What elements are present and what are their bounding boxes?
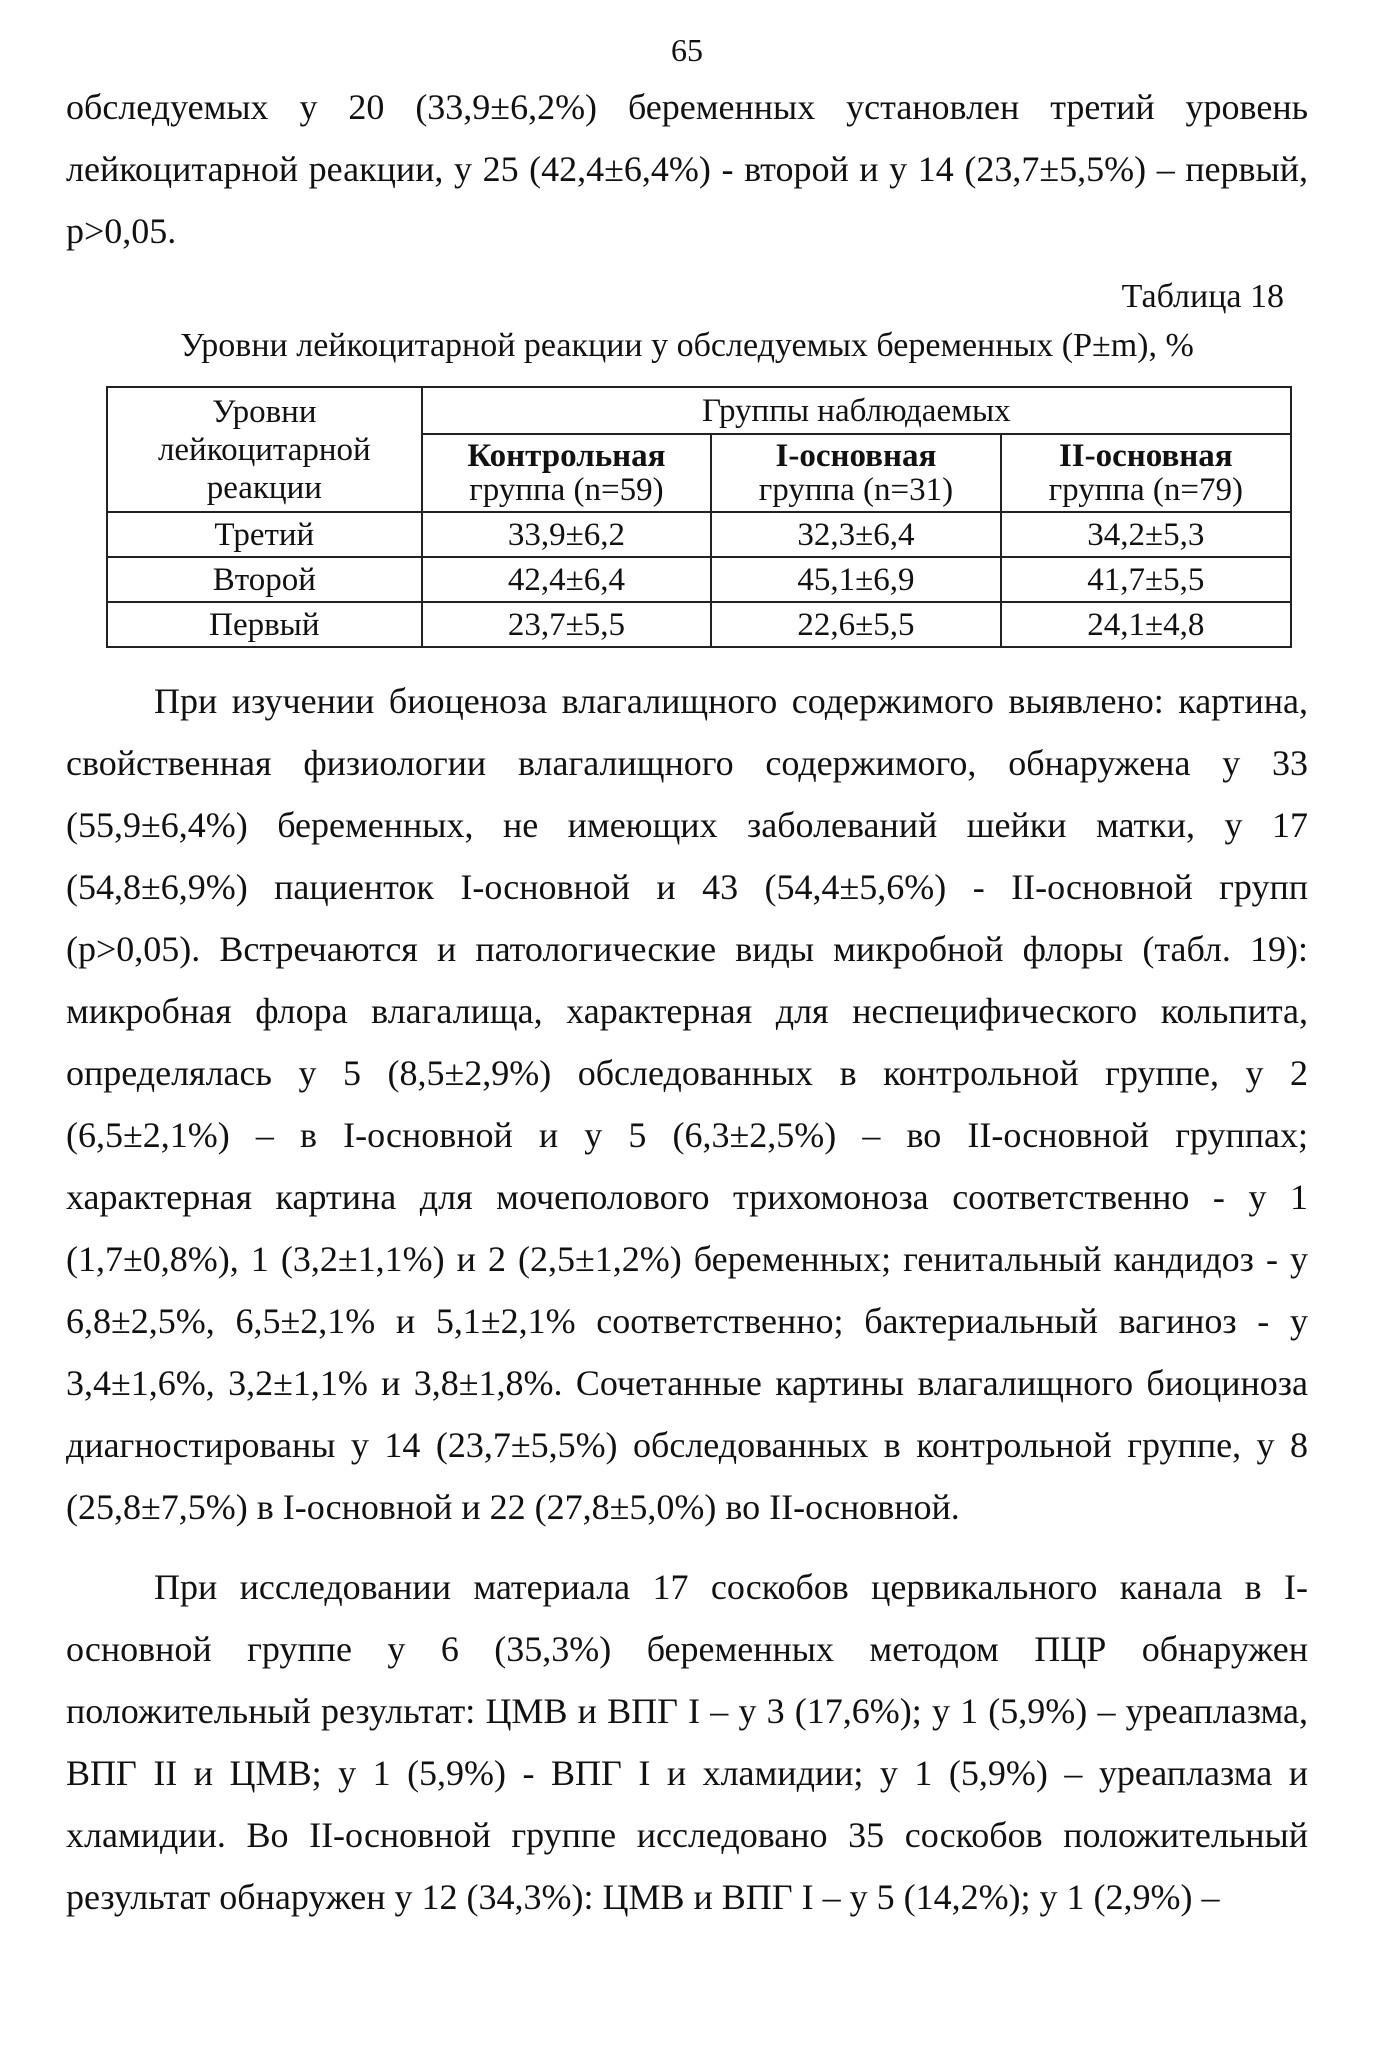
column-header-main-2 [1001, 434, 1291, 512]
table-label: Таблица 18 [1121, 278, 1284, 315]
column-header-control-name: Контрольная [467, 438, 666, 474]
paragraph-biocenosis: При изучении биоценоза влагалищного содержимого выявлено: картина, свойственная физиологии влагалищного содержимого, обнаружена у 33 (55,9±6,4%) беременных, не имеющих заболеваний шейки матки, у 17 (54,8±6,9%) пациенток I-основной и 43 (54,4±5,6%) - II-основной групп (р>0,05). Встречаются и патологические виды микробной флоры (табл. 19): микробная флора влагалища, характерная для неспецифического кольпита, определялась у 5 (8,5±2,9%) обследованных в контрольной группе, у 2 (6,5±2,1%) – в I-основной и у 5 (6,3±2,5%) – во II-основной группах; характерная картина для мочеполового трихомоноза соответственно - у 1 (1,7±0,8%), 1 (3,2±1,1%) и 2 (2,5±1,2%) беременных; генитальный кандидоз - у 6,8±2,5%, 6,5±2,1% и 5,1±2,1% соответственно; бактериальный вагиноз - у 3,4±1,6%, 3,2±1,1% и 3,8±1,8%. Сочетанные картины влагалищного биоциноза диагностированы у 14 (23,7±5,5%) обследованных в контрольной группе, у 8 (25,8±7,5%) в I-основной и 22 (27,8±5,0%) во II-основной. [66, 681, 1308, 1527]
table-cell: 23,7±5,5 [422, 602, 712, 647]
row-label: Второй [107, 557, 422, 602]
row-label: Первый [107, 602, 422, 647]
table-cell: 34,2±5,3 [1001, 512, 1291, 557]
table-cell: 45,1±6,9 [711, 557, 1000, 602]
column-header-main-1 [711, 434, 1000, 512]
column-header-control [422, 434, 712, 512]
table-title: Уровни лейкоцитарной реакции у обследуемых беременных (P±m), % [180, 327, 1194, 364]
column-header-main-1-sub: группа (n=31) [758, 472, 954, 508]
table-cell: 42,4±6,4 [422, 557, 712, 602]
column-header-main-2-name: II-основная [1058, 438, 1233, 474]
table-row [107, 557, 1291, 602]
row-header-cell: Уровни лейкоцитарной реакции [107, 387, 422, 512]
column-header-main-2-sub: группа (n=79) [1048, 472, 1244, 508]
table-row [107, 512, 1291, 557]
table-cell: 33,9±6,2 [422, 512, 712, 557]
intro-paragraph: обследуемых у 20 (33,9±6,2%) беременных установлен третий уровень лейкоцитарной реакции, у 25 (42,4±6,4%) - второй и у 14 (23,7±5,5%) – первый, р>0,05. [66, 87, 1308, 251]
table-cell: 24,1±4,8 [1001, 602, 1291, 647]
table-cell: 41,7±5,5 [1001, 557, 1291, 602]
group-header-cell: Группы наблюдаемых [422, 387, 1291, 434]
table-row [107, 602, 1291, 647]
row-label: Третий [107, 512, 422, 557]
leukocyte-reaction-table [106, 386, 1292, 648]
page-number: 65 [671, 32, 703, 68]
paragraph-pcr: При исследовании материала 17 соскобов цервикального канала в I-основной группе у 6 (35,3%) беременных методом ПЦР обнаружен положительный результат: ЦМВ и ВПГ I – у 3 (17,6%); у 1 (5,9%) – уреаплазма, ВПГ II и ЦМВ; у 1 (5,9%) - ВПГ I и хламидии; у 1 (5,9%) – уреаплазма и хламидии. Во II-основной группе исследовано 35 соскобов положительный результат обнаружен у 12 (34,3%): ЦМВ и ВПГ I – у 5 (14,2%); у 1 (2,9%) – [66, 1567, 1308, 1917]
column-header-control-sub: группа (n=59) [469, 472, 664, 508]
column-header-main-1-name: I-основная [775, 438, 937, 474]
table-cell: 22,6±5,5 [711, 602, 1000, 647]
table-cell: 32,3±6,4 [711, 512, 1000, 557]
